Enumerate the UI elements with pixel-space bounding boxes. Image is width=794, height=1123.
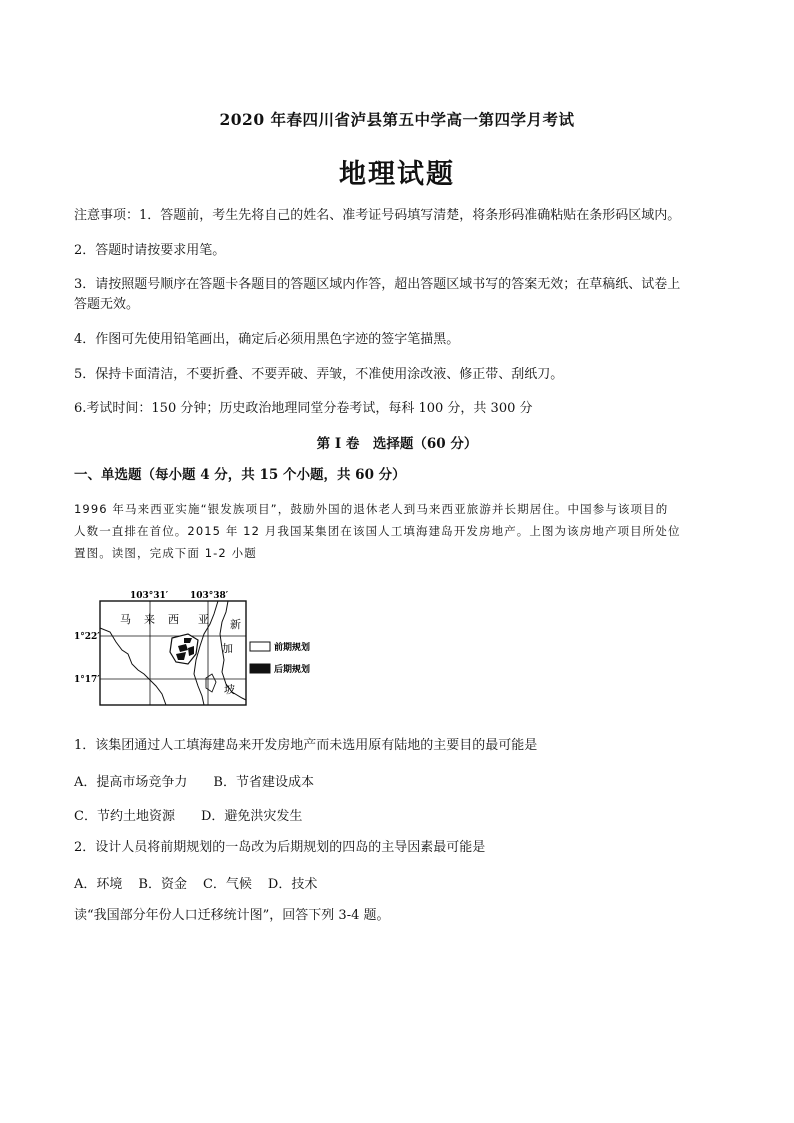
note-5: 5．保持卡面清洁，不要折叠、不要弄破、弄皱，不准使用涂改液、修正带、刮纸刀。 (74, 367, 564, 382)
map-lat-label-1: 1°22′ (74, 632, 100, 642)
question-3-intro: 读“我国部分年份人口迁移统计图”，回答下列 3-4 题。 (74, 908, 390, 923)
legend-early-swatch (250, 642, 270, 651)
map-label-xi: 西 (168, 613, 179, 626)
map-label-ma: 马 (120, 613, 131, 626)
map-label-lai: 来 (144, 613, 155, 626)
legend-late-label: 后期规划 (274, 665, 311, 675)
legend-early-label: 前期规划 (274, 643, 311, 653)
part-title: 一、单选题（每小题 4 分，共 15 个小题，共 60 分） (74, 467, 406, 483)
question-2: 2．设计人员将前期规划的一岛改为后期规划的四岛的主导因素最可能是 (74, 840, 486, 855)
map-lat-label-2: 1°17′ (74, 675, 100, 685)
q1-option-a[interactable]: A．提高市场竞争力 (74, 775, 188, 790)
q2-option-b[interactable]: B．资金 (138, 877, 187, 892)
passage-line-1: 1996 年马来西亚实施“银发族项目”，鼓励外国的退休老人到马来西亚旅游并长期居住。中国参与该项目的 (74, 502, 669, 516)
question-1-options-row-2 (74, 805, 328, 824)
note-4: 4．作图可先使用铅笔画出，确定后必须用黑色字迹的签字笔描黑。 (74, 332, 460, 347)
map-lon-label-1: 103°31′ (130, 591, 169, 601)
q2-option-a[interactable]: A．环境 (74, 877, 123, 892)
exam-title: 2020 年春四川省泸县第五中学高一第四学月考试 (219, 110, 575, 129)
map-small-island (206, 674, 216, 692)
passage-line-3: 置图。读图，完成下面 1-2 小题 (74, 546, 257, 560)
map-label-ya: 亚 (198, 613, 209, 626)
question-2-options (74, 873, 343, 892)
map-lon-label-2: 103°38′ (190, 591, 229, 601)
map-label-jia: 加 (222, 642, 233, 655)
q1-option-c[interactable]: C．节约土地资源 (74, 809, 175, 824)
passage-line-2: 人数一直排在首位。2015 年 12 月我国某集团在该国人工填海建岛开发房地产。上图为该房地产项目所处位 (74, 524, 681, 538)
note-1: 注意事项：1．答题前，考生先将自己的姓名、准考证号码填写清楚，将条形码准确粘贴在条形码区域内。 (74, 208, 681, 223)
legend-late-swatch (250, 664, 270, 673)
question-1-options-row-1 (74, 771, 340, 790)
note-2: 2．答题时请按要求用笔。 (74, 243, 226, 258)
section-title: 第 I 卷 选择题（60 分） (316, 436, 478, 452)
subject-title: 地理试题 (339, 159, 455, 190)
map-label-po: 坡 (224, 683, 235, 696)
note-6: 6.考试时间：150 分钟；历史政治地理同堂分卷考试，每科 100 分，共 300 分 (74, 401, 533, 416)
location-map (72, 588, 342, 718)
question-1: 1．该集团通过人工填海建岛来开发房地产而未选用原有陆地的主要目的最可能是 (74, 738, 538, 753)
q1-option-b[interactable]: B．节省建设成本 (213, 775, 314, 790)
q2-option-d[interactable]: D．技术 (267, 877, 318, 892)
note-3b: 答题无效。 (74, 297, 140, 312)
map-coastline-west (100, 628, 166, 705)
note-3a: 3．请按照题号顺序在答题卡各题目的答题区域内作答，超出答题区域书写的答案无效；在草稿纸、试卷上 (74, 277, 681, 292)
map-label-xin: 新 (230, 618, 241, 631)
q2-option-c[interactable]: C．气候 (202, 877, 252, 892)
q1-option-d[interactable]: D．避免洪灾发生 (200, 809, 303, 824)
